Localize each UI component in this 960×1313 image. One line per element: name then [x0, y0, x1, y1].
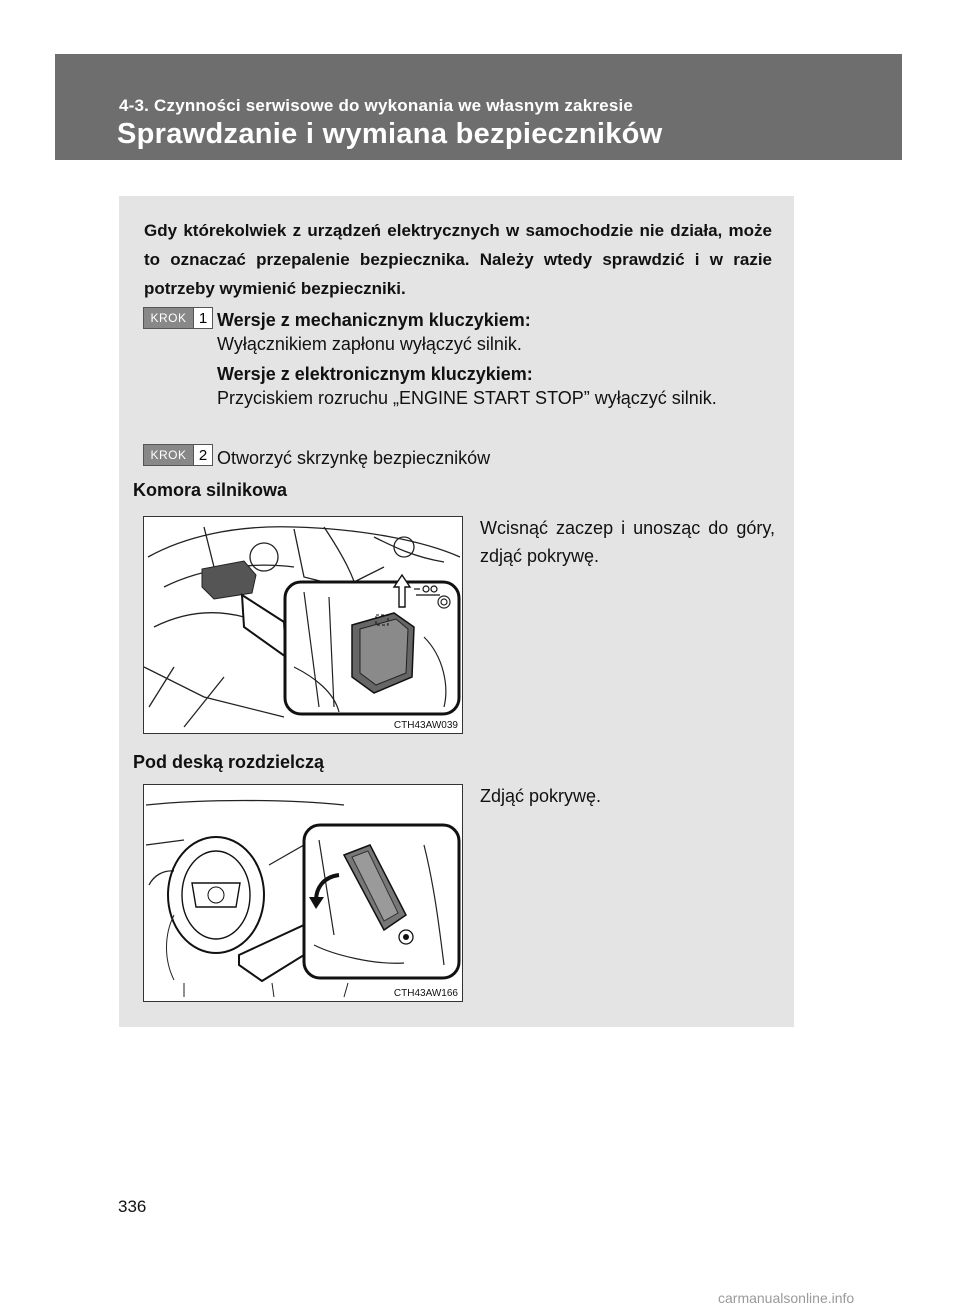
mechanical-key-text: Wyłącznikiem zapłonu wyłączyć silnik.: [217, 334, 522, 354]
figure-code: CTH43AW039: [393, 720, 458, 731]
engine-illustration: [144, 517, 462, 733]
step-2-text: Otworzyć skrzynkę bezpieczników: [217, 448, 491, 468]
page-number: 336: [118, 1197, 147, 1216]
watermark: carmanualsonline.info: [718, 1290, 855, 1306]
step-badge-number: 1: [193, 308, 212, 328]
section-header: [55, 54, 902, 160]
figure-code: CTH43AW166: [393, 988, 458, 999]
engine-compartment-heading: Komora silnikowa: [133, 480, 288, 500]
step-badge-label: KROK: [150, 448, 187, 462]
intro-paragraph: Gdy którekolwiek z urządzeń elektrycznych w samochodzie nie działa, może to oznaczać przepalenie bezpiecznika. Należy wtedy sprawdzić i w razie potrzeby wymienić bezpieczniki.: [144, 221, 772, 298]
step-2-badge: [143, 444, 213, 466]
electronic-key-title: Wersje z elektronicznym kluczykiem:: [217, 364, 533, 384]
section-label: 4-3. Czynności serwisowe do wykonania we własnym zakresie: [119, 96, 634, 115]
step-badge-label: KROK: [150, 311, 187, 325]
mechanical-key-title: Wersje z mechanicznym kluczykiem:: [217, 310, 531, 330]
content-panel: [119, 196, 794, 1027]
dashboard-illustration: [144, 785, 462, 1001]
page-title: Sprawdzanie i wymiana bezpieczników: [117, 118, 663, 150]
step-1-badge: [143, 307, 213, 329]
engine-fuse-box-figure: [143, 516, 463, 734]
engine-instruction: Wcisnąć zaczep i unosząc do góry, zdjąć pokrywę.: [480, 518, 775, 566]
electronic-key-text: Przyciskiem rozruchu „ENGINE START STOP” wyłączyć silnik.: [217, 388, 717, 408]
dashboard-fuse-box-figure: [143, 784, 463, 1002]
dashboard-heading: Pod deską rozdzielczą: [133, 752, 325, 772]
dashboard-instruction: Zdjąć pokrywę.: [480, 786, 602, 806]
step-badge-number: 2: [193, 445, 212, 465]
